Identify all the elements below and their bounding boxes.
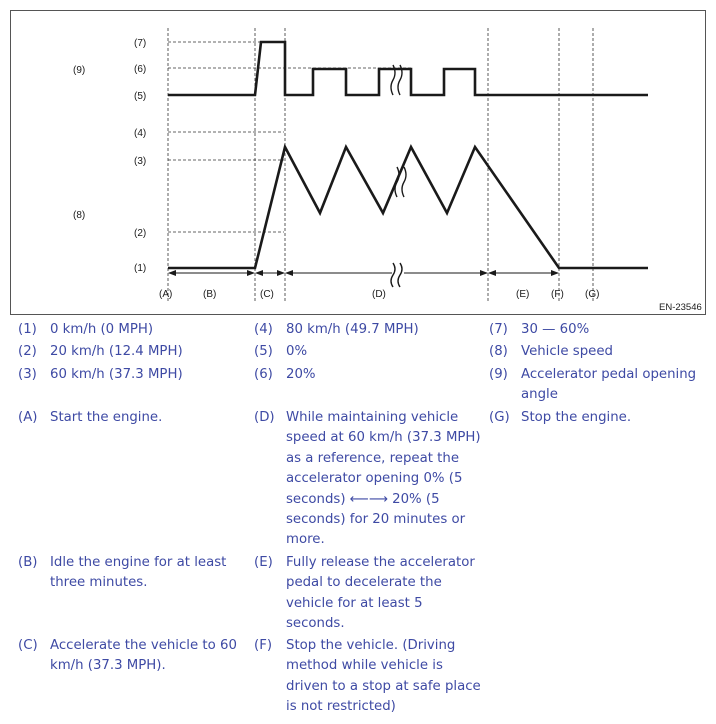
level-label-1: (1) xyxy=(134,263,147,274)
phase-label-g: (G) xyxy=(585,289,600,300)
step-f: (F) Stop the vehicle. (Driving method while vehicle is driven to a stop at safe place is not restricted) xyxy=(254,638,481,715)
level-label-6: (6) xyxy=(134,64,147,75)
level-label-5: (5) xyxy=(134,91,147,102)
legend: (1) 0 km/h (0 MPH) (4) 80 km/h (49.7 MPH) (7) 30 — 60% (2) 20 km/h (12.4 MPH) (5) 0% (8) Vehicle speed (3) 60 km/h (37.3 MPH) (6) 20% (9) Accelerator pedal opening angle (A) Start the engine. (D) While maintaining vehicle speed at 60 km/h (37.3 MPH) as a reference, repeat the accelerator opening 0% (5 seconds) ⟵⟶ 20% (5 seconds) for 20 minutes or more. (G) Stop the engine. (B) Idle the engine for at least three minutes. (E) Fully release the accelerator pedal to decelerate the vehicle for at least 5 seconds. (C) Accelerate the vehicle to 60 km/h (37.3 MPH). (F) Stop the vehicle. (Driving method while vehicle is driven to a stop at safe place is not restricted) xyxy=(0,0,716,724)
level-label-7: (7) xyxy=(134,38,147,49)
phase-label-a: (A) xyxy=(159,289,173,300)
timing-diagram xyxy=(10,10,706,315)
level-label-3: (3) xyxy=(134,156,147,167)
phase-label-d: (D) xyxy=(372,289,386,300)
phase-label-e: (E) xyxy=(516,289,530,300)
step-b: (B) Idle the engine for at least three minutes. xyxy=(18,555,227,591)
level-label-4: (4) xyxy=(134,128,147,139)
phase-label-c: (C) xyxy=(260,289,274,300)
accelerator-group-label: (9) xyxy=(73,65,86,76)
step-d: (D) While maintaining vehicle speed at 60 km/h (37.3 MPH) as a reference, repeat the accelerator opening 0% (5 seconds) ⟵⟶ 20% (5 seconds) for 20 minutes or more. xyxy=(254,410,481,548)
figure-code: EN-23546 xyxy=(659,302,702,313)
accelerator-opening-trace xyxy=(168,42,648,95)
diagram-canvas xyxy=(11,11,707,316)
step-e: (E) Fully release the accelerator pedal to decelerate the vehicle for at least 5 seconds. xyxy=(254,555,475,632)
break-mark-icon xyxy=(391,65,406,287)
phase-label-b: (B) xyxy=(203,289,217,300)
vehicle-speed-trace xyxy=(168,147,648,268)
phase-label-f: (F) xyxy=(551,289,564,300)
level-label-2: (2) xyxy=(134,228,147,239)
legend-item-9: (9) Accelerator pedal opening angle xyxy=(489,367,697,402)
step-c: (C) Accelerate the vehicle to 60 km/h (37.3 MPH). xyxy=(18,638,237,674)
speed-group-label: (8) xyxy=(73,210,86,221)
